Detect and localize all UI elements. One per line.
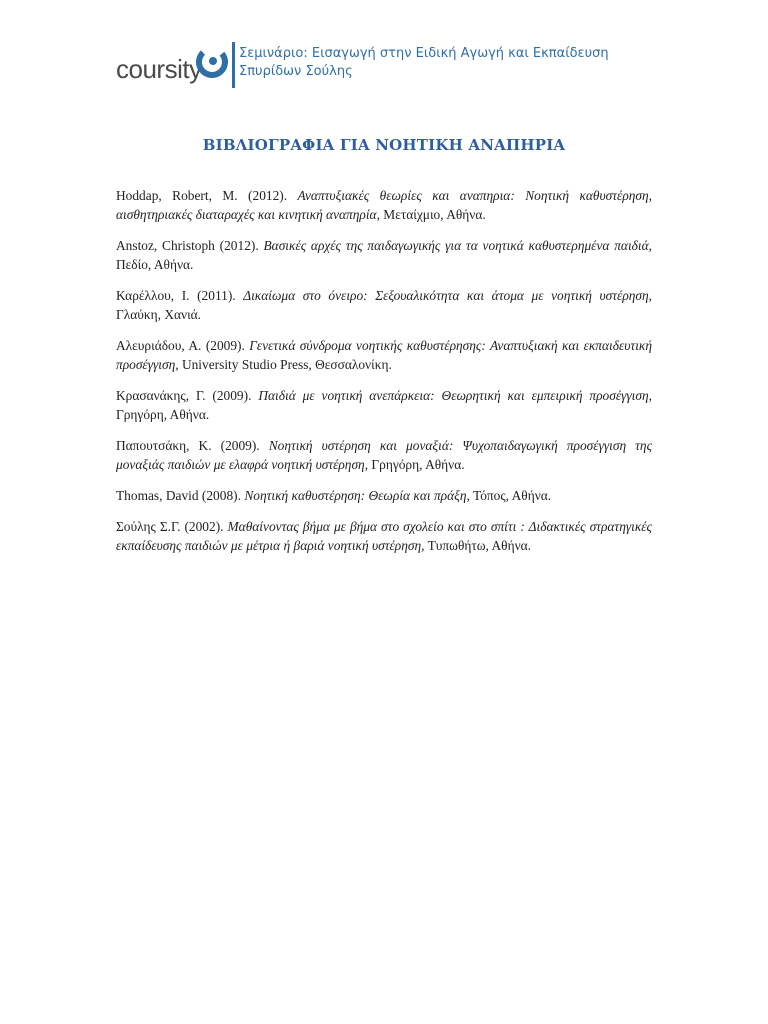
header-divider — [232, 42, 235, 88]
reference-author: Thomas, David (2008). — [116, 488, 245, 503]
reference-publisher: , Τόπος, Αθήνα. — [466, 488, 552, 503]
reference-author: Κρασανάκης, Γ. (2009). — [116, 388, 259, 403]
reference-item — [116, 336, 652, 374]
reference-list — [116, 186, 652, 567]
reference-item — [116, 386, 652, 424]
reference-publisher: , Τυπωθήτω, Αθήνα. — [421, 538, 532, 553]
logo-swirl-icon — [196, 44, 228, 84]
seminar-title: Σεμινάριο: Εισαγωγή στην Ειδική Αγωγή και Εκπαίδευση — [239, 46, 609, 61]
reference-author: Παπουτσάκη, Κ. (2009). — [116, 438, 269, 453]
logo-wordmark: coursity — [116, 54, 202, 84]
reference-title: Νοητική καθυστέρηση: Θεωρία και πράξη — [244, 488, 467, 503]
reference-item — [116, 286, 652, 324]
reference-publisher: , Γρηγόρη, Αθήνα. — [364, 457, 465, 472]
reference-publisher: , Γρηγόρη, Αθήνα. — [116, 388, 652, 422]
header-text — [239, 45, 609, 81]
reference-item — [116, 436, 652, 474]
reference-author: Hoddap, Robert, M. (2012). — [116, 188, 298, 203]
reference-title: Βασικές αρχές της παιδαγωγικής για τα νοητικά καθυστερημένα παιδιά — [263, 238, 649, 253]
reference-title: Δικαίωμα στο όνειρο: Σεξουαλικότητα και άτομα με νοητική υστέρηση — [243, 288, 649, 303]
reference-publisher: , Πεδίο, Αθήνα. — [116, 238, 652, 272]
reference-title: Μαθαίνοντας βήμα με βήμα στο σχολείο και στο σπίτι : Διδακτικές στρατηγικές εκπαίδευσης παιδιών με μέτρια ή βαριά νοητική υστέρηση — [116, 519, 652, 553]
reference-author: Σούλης Σ.Γ. (2002). — [116, 519, 228, 534]
reference-title: Αναπτυξιακές θεωρίες και αναπηρια: Νοητική καθυστέρηση, αισθητηριακές διαταραχές και κινητική αναπηρία — [116, 188, 652, 222]
author-name: Σπυρίδων Σούλης — [239, 64, 353, 79]
coursity-logo — [116, 44, 228, 86]
reference-publisher: , Γλαύκη, Χανιά. — [116, 288, 652, 322]
reference-publisher: University Studio Press, Θεσσαλονίκη. — [178, 357, 392, 372]
reference-author: Καρέλλου, Ι. (2011). — [116, 288, 244, 303]
reference-author: Anstoz, Christoph (2012). — [116, 238, 264, 253]
reference-author: Αλευριάδου, Α. (2009). — [116, 338, 250, 353]
reference-title: Παιδιά με νοητική ανεπάρκεια: Θεωρητική και εμπειρική προσέγγιση — [258, 388, 649, 403]
reference-item — [116, 486, 652, 505]
page-title: ΒΙΒΛΙΟΓΡΑΦΙΑ ΓΙΑ ΝΟΗΤΙΚΗ ΑΝΑΠΗΡΙΑ — [202, 136, 566, 154]
reference-item — [116, 186, 652, 224]
reference-item — [116, 236, 652, 274]
reference-title: Νοητική υστέρηση και μοναξιά: Ψυχοπαιδαγωγική προσέγγιση της μοναξιάς παιδιών με ελαφρά νοητική υστέρηση — [116, 438, 653, 472]
reference-item — [116, 517, 652, 555]
reference-publisher: , Μεταίχμιο, Αθήνα. — [376, 207, 486, 222]
page-header — [116, 42, 656, 90]
reference-title: Γενετικά σύνδρομα νοητικής καθυστέρησης: Αναπτυξιακή και εκπαιδευτική προσέγγιση, — [116, 338, 652, 372]
